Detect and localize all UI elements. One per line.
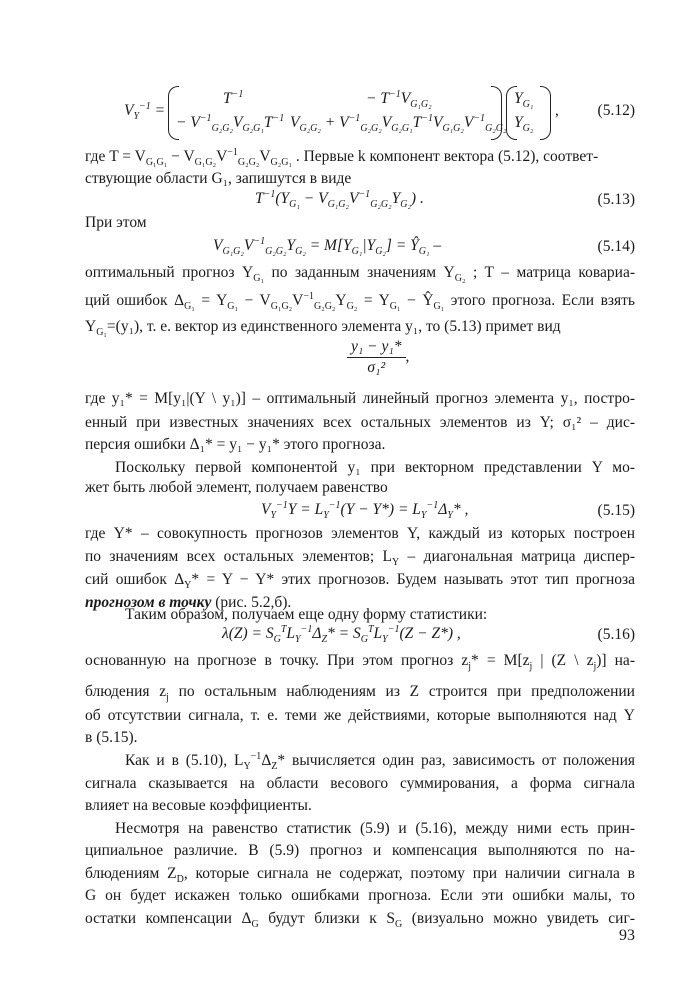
text-line: $Y_{G_1}=(y_1)$, т. е. вектор из единственного элемента y₁, то (5.13) примет вид <box>85 318 561 339</box>
vector-right-paren <box>540 86 551 140</box>
text-line: блюдениям $Z_D$, которые сигнала не содержат, поэтому при наличии сигнала в <box>85 865 635 886</box>
eq-5-16: $\lambda(Z) = S_G^TL_Y^{-1}\Delta_Z* = S_G^TL_Y^{-1}(Z - Z*)$ , <box>222 623 461 646</box>
text-line: остатки компенсации $\Delta_G$ будут близки к $S_G$ (визуально можно увидеть сиг- <box>85 910 635 931</box>
matrix-cell-22: $V_{G_2G_2} + V^{-1}_{G_2G_2}V_{G_2G_1}T^{-1}V_{G_1G_2}V^{-1}_{G_2G_2}$ <box>290 112 507 135</box>
text-line: Поскольку первой компонентой y₁ при векторном представлении Y мо- <box>115 459 635 476</box>
text-line: в (5.15). <box>85 729 138 746</box>
text-line: где $T = V_{G_1G_1} - V_{G_1G_2}V^{-1}_{G_2G_2}V_{G_2G_1}$ . Первые k компонент вектора (5.12), соответ- <box>85 146 599 169</box>
eq-number-5-15: (5.15) <box>597 502 635 519</box>
matrix-cell-12: − $T^{-1}V_{G_1G_2}$ <box>366 88 432 111</box>
eq-number-5-13: (5.13) <box>597 191 635 208</box>
text-line: ствующие области G₁, запишутся в виде <box>85 170 352 187</box>
eq-5-12-matrix <box>168 86 553 138</box>
text-line: основанную на прогнозе в точку. При этом прогноз $z_j* = M[z_j$ | (Z \ $z_j$)] на- <box>85 652 635 673</box>
text-line: G он будет искажен только ошибками прогноза. Если эти ошибки малы, то <box>85 887 635 904</box>
eq-5-15: $V_Y^{-1}Y = L_Y^{-1}(Y - Y*) = L_Y^{-1}\Delta_Y*$ , <box>261 499 469 522</box>
fraction-denominator: σ₁² <box>367 359 386 376</box>
fraction-numerator: y₁ − y₁* <box>347 337 406 358</box>
eq-5-13: $T^{-1}(Y_{G_1} - V_{G_1G_2}V^{-1}_{G_2G_2}Y_{G_2})$ . <box>255 188 424 211</box>
term-point-forecast: прогнозом в точку <box>85 594 212 611</box>
text-line: ципиальное различие. В (5.9) прогноз и компенсация выполняются по на- <box>85 842 635 859</box>
text-line: влияет на весовые коэффициенты. <box>85 797 312 814</box>
text-line: сий ошибок $\Delta_Y* = Y - Y*$ этих прогнозов. Будем называть этот тип прогноза <box>85 571 635 592</box>
text-line: блюдения $z_j$ по остальным наблюдениям из Z строится при предположении <box>85 683 635 704</box>
text-line: персия ошибки Δ₁* = y₁ − y₁* этого прогноза. <box>85 436 386 453</box>
text-fragment: (рис. 5.2,б). <box>211 594 292 611</box>
vector-cell-2: $Y_{G_2}$ <box>514 114 534 135</box>
text-line: жет быть любой элемент, получаем равенство <box>85 479 388 496</box>
matrix-right-paren <box>491 86 502 140</box>
vector-cell-1: $Y_{G_1}$ <box>514 90 534 111</box>
text-line: При этом <box>85 214 147 231</box>
text-line: Несмотря на равенство статистик (5.9) и (5.16), между ними есть прин- <box>115 820 635 837</box>
text-line: где Y* – совокупность прогнозов элементов Y, каждый из которых построен <box>85 525 635 542</box>
text-line: ций ошибок $\Delta_{G_1} = Y_{G_1} - V_{G_1G_2}V^{-1}_{G_2G_2}Y_{G_2} = Y_{G_1}$ − $Ŷ_{G_1}$ этого прогноза. Если взять <box>85 290 635 313</box>
eq-number-5-16: (5.16) <box>597 626 635 643</box>
text-line: Таким образом, получаем еще одну форму статистики: <box>125 606 488 623</box>
text-line: где y₁* = M[y₁|(Y \ y₁)] – оптимальный линейный прогноз элемента y₁, постро- <box>85 390 635 407</box>
text-line: сигнала сказывается на области весового суммирования, а форма сигнала <box>85 775 635 792</box>
eq-5-12-comma: , <box>555 102 559 119</box>
text-line: енный при известных значениях всех остальных элементов из Y; σ₁² – дис- <box>85 414 635 431</box>
matrix-cell-21: − $V^{-1}_{G_2G_2}V_{G_2G_1}T^{-1}$ <box>176 112 285 135</box>
text-line: оптимальный прогноз $Y_{G_1}$ по заданным значениям $Y_{G_2}$ ; T – матрица ковариа- <box>85 264 636 285</box>
matrix-cell-11: $T^{-1}$ <box>223 88 244 107</box>
eq-number-5-12: (5.12) <box>597 102 635 119</box>
text-line: об отсутствии сигнала, т. е. теми же действиями, которые выполняются над Y <box>85 707 635 724</box>
text-line: Как и в (5.10), $L_Y^{-1}\Delta_Z*$ вычисляется один раз, зависимость от положения <box>125 750 635 773</box>
eq-5-14: $V_{G_1G_2}V^{-1}_{G_2G_2}Y_{G_2} = M[Y_{G_1}|Y_{G_2}]$ = $Ŷ_{G_1}$ – <box>213 235 442 258</box>
eq-5-12-lhs: $V_Y^{-1}$ = <box>124 100 166 123</box>
eq-number-5-14: (5.14) <box>597 238 635 255</box>
page-number: 93 <box>619 927 635 944</box>
text-line: по значениям всех остальных элементов; $L_Y$ – диагональная матрица диспер- <box>85 548 635 569</box>
error-fraction: $\frac{\text{y₁ − y₁*}}{\text{σ₁²}}$ , <box>347 337 409 378</box>
